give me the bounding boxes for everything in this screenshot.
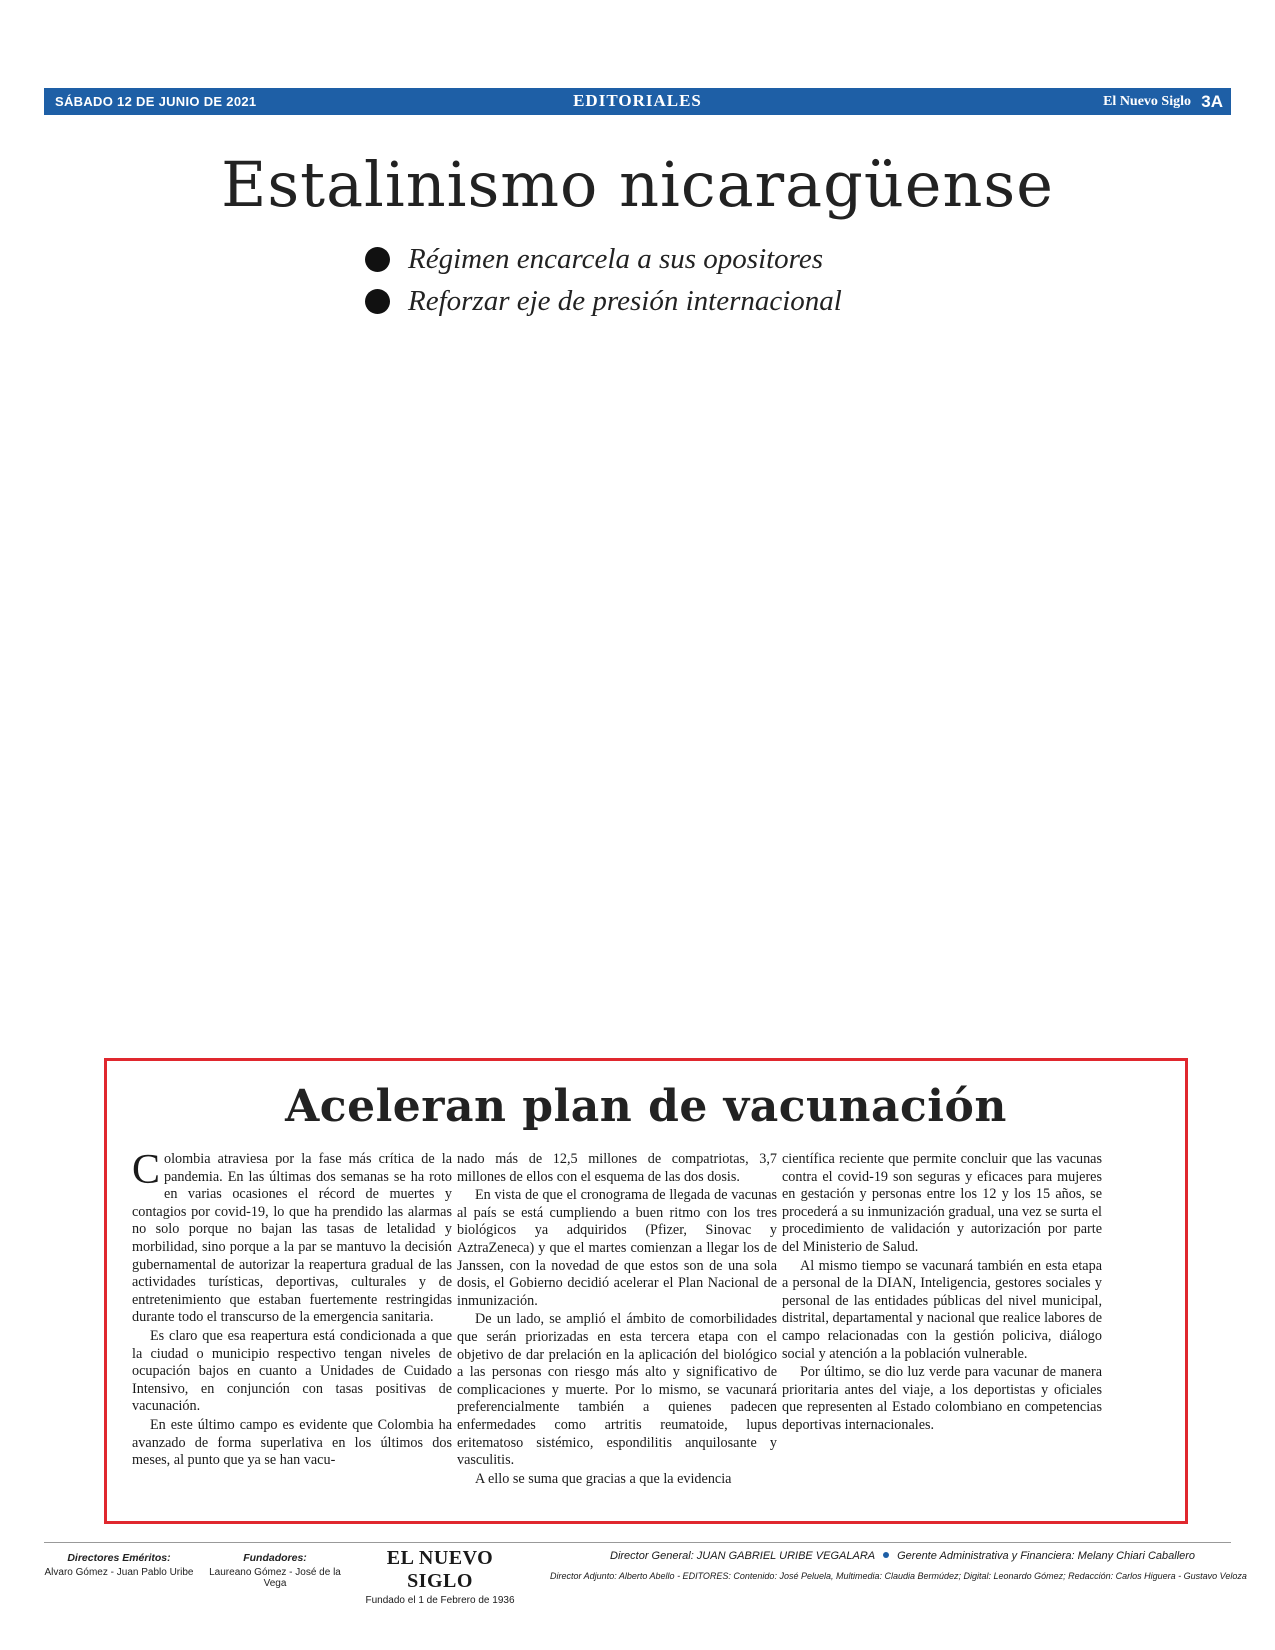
subheads	[365, 238, 842, 322]
footer-fundadores	[200, 1552, 350, 1589]
gerente: Gerente Administrativa y Financiera: Melany Chiari Caballero	[897, 1550, 1196, 1562]
subhead-text: Reforzar eje de presión internacional	[408, 284, 842, 317]
paragraph: En vista de que el cronograma de llegada de vacunas al país se está cumpliendo a buen ritmo con los tres biológicos ya adquiridos (Pfizer, Sinovac y AztraZeneca) y que el martes comienzan a llegar los de Janssen, con la novedad de que estos son de una sola dosis, el Gobierno decidió acelerar el Plan Nacional de inmunización.	[457, 1187, 777, 1309]
footer-directores	[44, 1552, 194, 1578]
subhead-text: Régimen encarcela a sus opositores	[408, 242, 824, 275]
paragraph: A ello se suma que gracias a que la evidencia	[475, 1470, 732, 1487]
paper-name: El Nuevo Siglo	[1103, 94, 1191, 109]
issue-date: SÁBADO 12 DE JUNIO DE 2021	[55, 94, 257, 109]
bullet-icon	[365, 247, 390, 272]
footer-logo	[360, 1547, 520, 1606]
column-1	[132, 1151, 452, 1519]
paragraph: Al mismo tiempo se vacunará también en esta etapa a personal de la DIAN, Inteligencia, gestores sociales y personal de las entidades públicas del nivel municipal, distrital, departamental y nacional que realice labores de campo relacionadas con la gestión policiva, diálogo social y atención a la población vulnerable.	[782, 1257, 1102, 1362]
drop-cap: C	[132, 1151, 161, 1193]
footer-divider	[44, 1542, 1231, 1543]
staff-line-1	[610, 1550, 1247, 1562]
column-3	[782, 1151, 1102, 1519]
paragraph: Es claro que esa reapertura está condicionada a que la ciudad o municipio respectivo tengan niveles de ocupación bajos en cuanto a Unidades de Cuidado Intensivo, en conjunción con tasas positivas de vacunación.	[132, 1327, 452, 1415]
column-2	[457, 1151, 777, 1519]
footer-staff	[550, 1550, 1247, 1581]
second-editorial-box	[104, 1058, 1188, 1524]
paragraph: nado más de 12,5 millones de compatriotas, 3,7 millones de ellos con el esquema de las dos dosis.	[457, 1151, 777, 1185]
second-editorial-title: Aceleran plan de vacunación	[285, 1081, 1007, 1132]
paragraph: Por último, se dio luz verde para vacunar de manera prioritaria antes del viaje, a los deportistas y oficiales que representen al Estado colombiano en competencias deportivas internacionales.	[782, 1364, 1102, 1433]
separator-dot-icon	[883, 1552, 889, 1558]
section-name: EDITORIALES	[573, 91, 702, 110]
directores-value: Alvaro Gómez - Juan Pablo Uribe	[44, 1567, 194, 1578]
paragraph: científica reciente que permite concluir que las vacunas contra el covid-19 son seguras y eficaces para mujeres en gestación y personas entre los 12 y los 15 años, se procederá a su inmunización gradual, una vez se surta el procedimiento de validación y autorización por parte del Ministerio de Salud.	[782, 1151, 1102, 1255]
logo-text: EL NUEVO SIGLO	[386, 1547, 494, 1592]
fundadores-value: Laureano Gómez - José de la Vega	[209, 1567, 341, 1589]
fundadores-label: Fundadores:	[243, 1552, 307, 1564]
subhead-item	[365, 238, 842, 280]
subhead-item	[365, 280, 842, 322]
page-header-bar	[44, 88, 1231, 115]
second-editorial-body	[107, 1151, 1185, 1521]
directores-label: Directores Eméritos:	[67, 1552, 171, 1564]
staff-line-2: Director Adjunto: Alberto Abello - EDITORES: Contenido: José Peluela, Multimedia: Claudia Bermúdez; Digital: Leonardo Gómez; Redacción: Carlos Higuera - Gustavo Veloza	[550, 1571, 1247, 1581]
paragraph: En este último campo es evidente que Colombia ha avanzado de forma superlativa en los últimos dos meses, al punto que ya se han vacu-	[132, 1416, 452, 1469]
bullet-icon	[365, 289, 390, 314]
editorial-title: Estalinismo nicaragüense	[221, 148, 1054, 221]
director-general: Director General: JUAN GABRIEL URIBE VEGALARA	[610, 1550, 876, 1562]
page-number: 3A	[1201, 92, 1223, 111]
founded-date: Fundado el 1 de Febrero de 1936	[365, 1595, 515, 1606]
paragraph: Colombia atraviesa por la fase más crítica de la pandemia. En las últimas dos semanas se ha roto en varias ocasiones el récord de muertes y contagios por covid-19, lo que ha prendido las alarmas no solo porque no bajan las tasas de letalidad y morbilidad, sino porque a la par se mantuvo la decisión gubernamental de autorizar la reapertura gradual de las actividades turísticas, deportivas, culturales y de entretenimiento que estaban fuertemente restringidas durante todo el transcurso de la emergencia sanitaria.	[132, 1151, 452, 1326]
paragraph: De un lado, se amplió el ámbito de comorbilidades que serán priorizadas en esta tercera etapa con el objetivo de dar prelación en la aplicación del biológico a las personas con riesgo más alto y significativo de complicaciones y muerte. Por lo mismo, se vacunará preferencialmente también a quienes padecen enfermedades como artritis reumatoide, lupus eritematoso sistémico, espondilitis anquilosante y vasculitis.	[457, 1311, 777, 1469]
